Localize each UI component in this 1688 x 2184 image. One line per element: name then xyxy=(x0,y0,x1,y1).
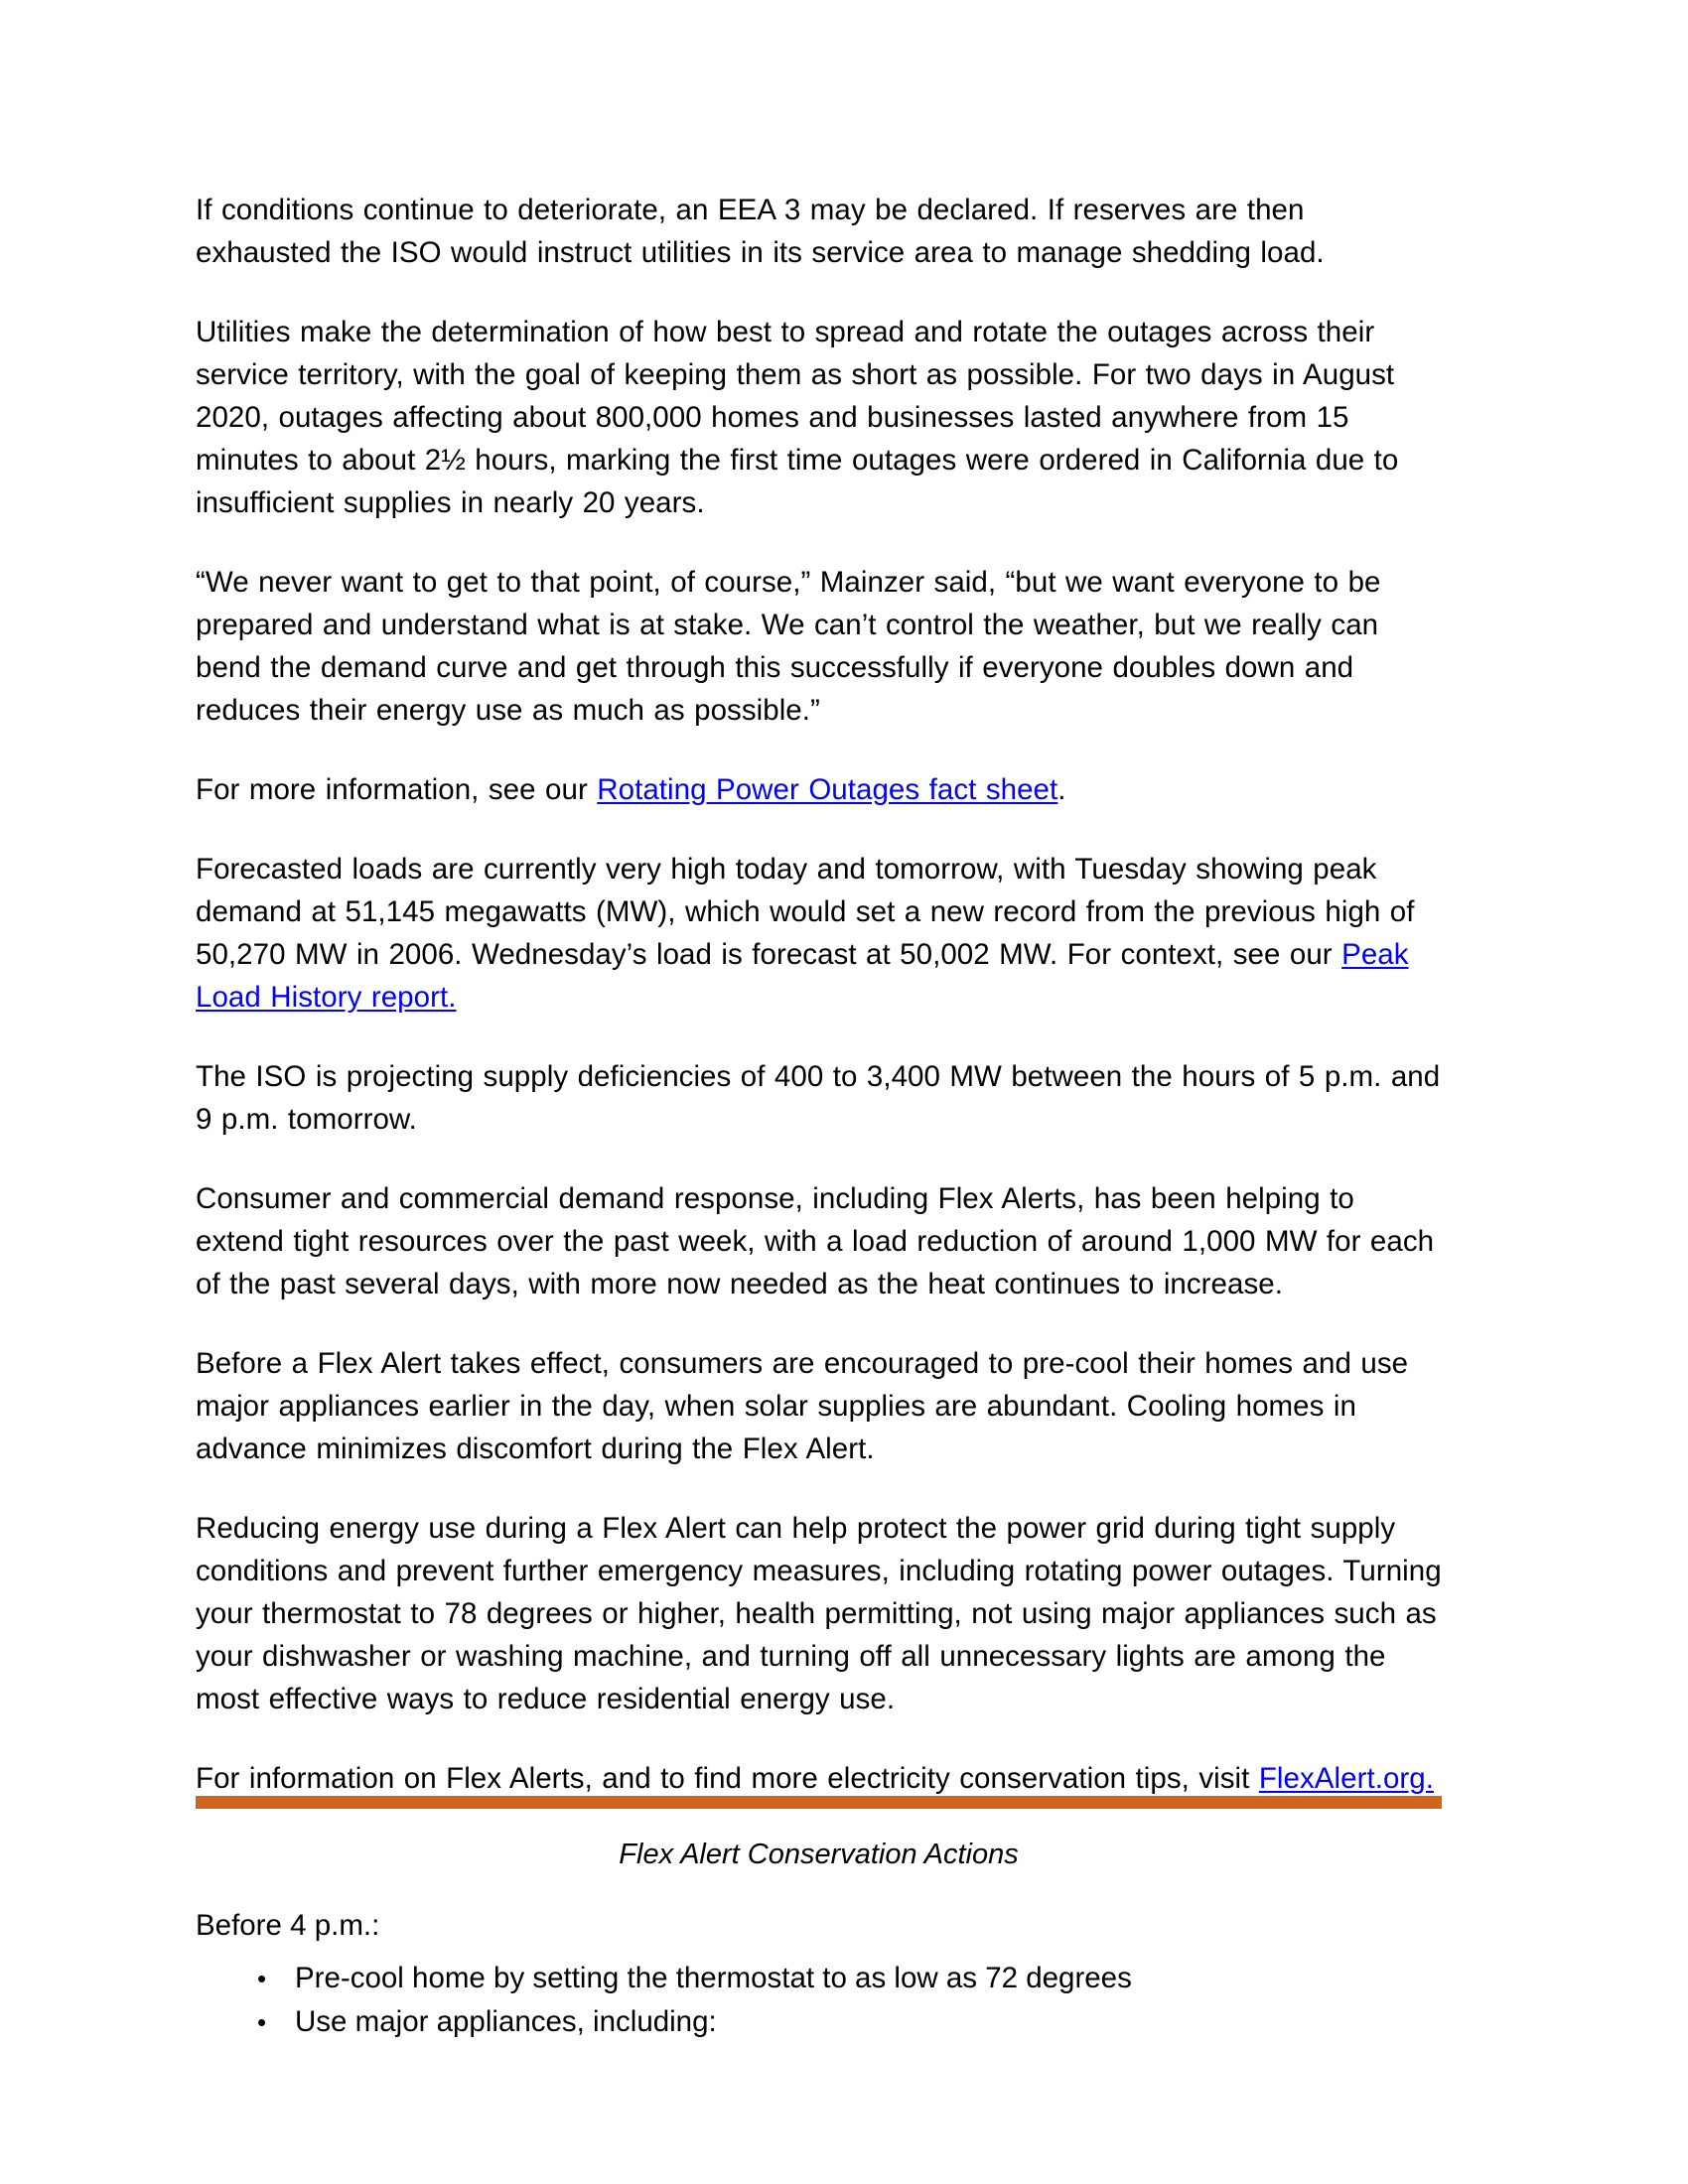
list-item-label: Use major appliances, including: xyxy=(295,2005,717,2038)
paragraph-utilities xyxy=(196,311,1449,524)
paragraph-reducing-energy-use xyxy=(196,1507,1449,1720)
link-peak-load-history-report[interactable]: Peak Load History report. xyxy=(196,938,1409,1014)
paragraph-text: Reducing energy use during a Flex Alert can help protect the power grid during tight supply conditions and prevent further emergency measures, including rotating power outages. Turning your thermostat to 78 degrees or higher, health permitting, not using major appliances such as your dishwasher or washing machine, and turning off all unnecessary lights are among the most effective ways to reduce residential energy use. xyxy=(196,1512,1442,1715)
paragraph-text: For more information, see our xyxy=(196,773,598,806)
paragraph-text: Forecasted loads are currently very high today and tomorrow, with Tuesday showing peak demand at 51,145 megawatts (MW), which would set a new record from the previous high of 50,270 MW in 2006. Wednesday’s load is forecast at 50,002 MW. For context, see our xyxy=(196,853,1415,971)
conservation-actions-block xyxy=(196,1904,1449,2044)
bullet-icon: • xyxy=(257,2007,267,2037)
paragraph-text: . xyxy=(1057,773,1066,806)
paragraph-text: The ISO is projecting supply deficiencies of 400 to 3,400 MW between the hours of 5 p.m. and 9 p.m. tomorrow. xyxy=(196,1060,1441,1136)
paragraph-text: For information on Flex Alerts, and to find more electricity conservation tips, visit xyxy=(196,1762,1259,1795)
paragraph-forecasted-loads xyxy=(196,848,1449,1019)
paragraph-text: Before a Flex Alert takes effect, consumers are encouraged to pre-cool their homes and use major appliances earlier in the day, when solar supplies are abundant. Cooling homes in advance minimizes discomfort during the Flex Alert. xyxy=(196,1347,1409,1465)
paragraph-eea3 xyxy=(196,189,1449,274)
paragraph-text: Utilities make the determination of how best to spread and rotate the outages across their service territory, with the goal of keeping them as short as possible. For two days in August 2020, outages affecting about 800,000 homes and businesses lasted anywhere from 15 minutes to about 2½ hours, marking the first time outages were ordered in California due to insufficient supplies in nearly 20 years. xyxy=(196,316,1399,519)
paragraph-more-information xyxy=(196,768,1449,811)
paragraph-text: If conditions continue to deteriorate, an EEA 3 may be declared. If reserves are then exhausted the ISO would instruct utilities in its service area to manage shedding load. xyxy=(196,194,1325,269)
orange-divider-rule xyxy=(196,1796,1442,1809)
link-rotating-power-outages-fact-sheet[interactable]: Rotating Power Outages fact sheet xyxy=(597,773,1058,806)
bullet-icon: • xyxy=(257,1964,267,1993)
conservation-bullet-list xyxy=(196,1957,1449,2044)
paragraph-text: Consumer and commercial demand response, including Flex Alerts, has been helping to extend tight resources over the past week, with a load reduction of around 1,000 MW for each of the past several days, with more now needed as the heat continues to increase. xyxy=(196,1182,1435,1300)
paragraph-demand-response xyxy=(196,1177,1449,1305)
document-body xyxy=(196,189,1449,1837)
paragraph-quote xyxy=(196,561,1449,732)
link-flexalert-org[interactable]: FlexAlert.org. xyxy=(1258,1762,1434,1795)
list-item xyxy=(196,2000,1449,2044)
list-item-label: Pre-cool home by setting the thermostat to as low as 72 degrees xyxy=(295,1962,1132,1994)
paragraph-supply-deficiencies xyxy=(196,1055,1449,1141)
before-4pm-label: Before 4 p.m.: xyxy=(196,1909,380,1942)
list-item xyxy=(196,1957,1449,2000)
paragraph-flexalert-org xyxy=(196,1757,1449,1800)
paragraph-text: “We never want to get to that point, of course,” Mainzer said, “but we want everyone to be prepared and understand what is at stake. We can’t control the weather, but we really can bend the demand curve and get through this successfully if everyone doubles down and reduces their energy use as much as possible.” xyxy=(196,566,1381,727)
paragraph-pre-cool xyxy=(196,1342,1449,1470)
section-heading-flex-alert-conservation-actions: Flex Alert Conservation Actions xyxy=(619,1839,1019,1870)
